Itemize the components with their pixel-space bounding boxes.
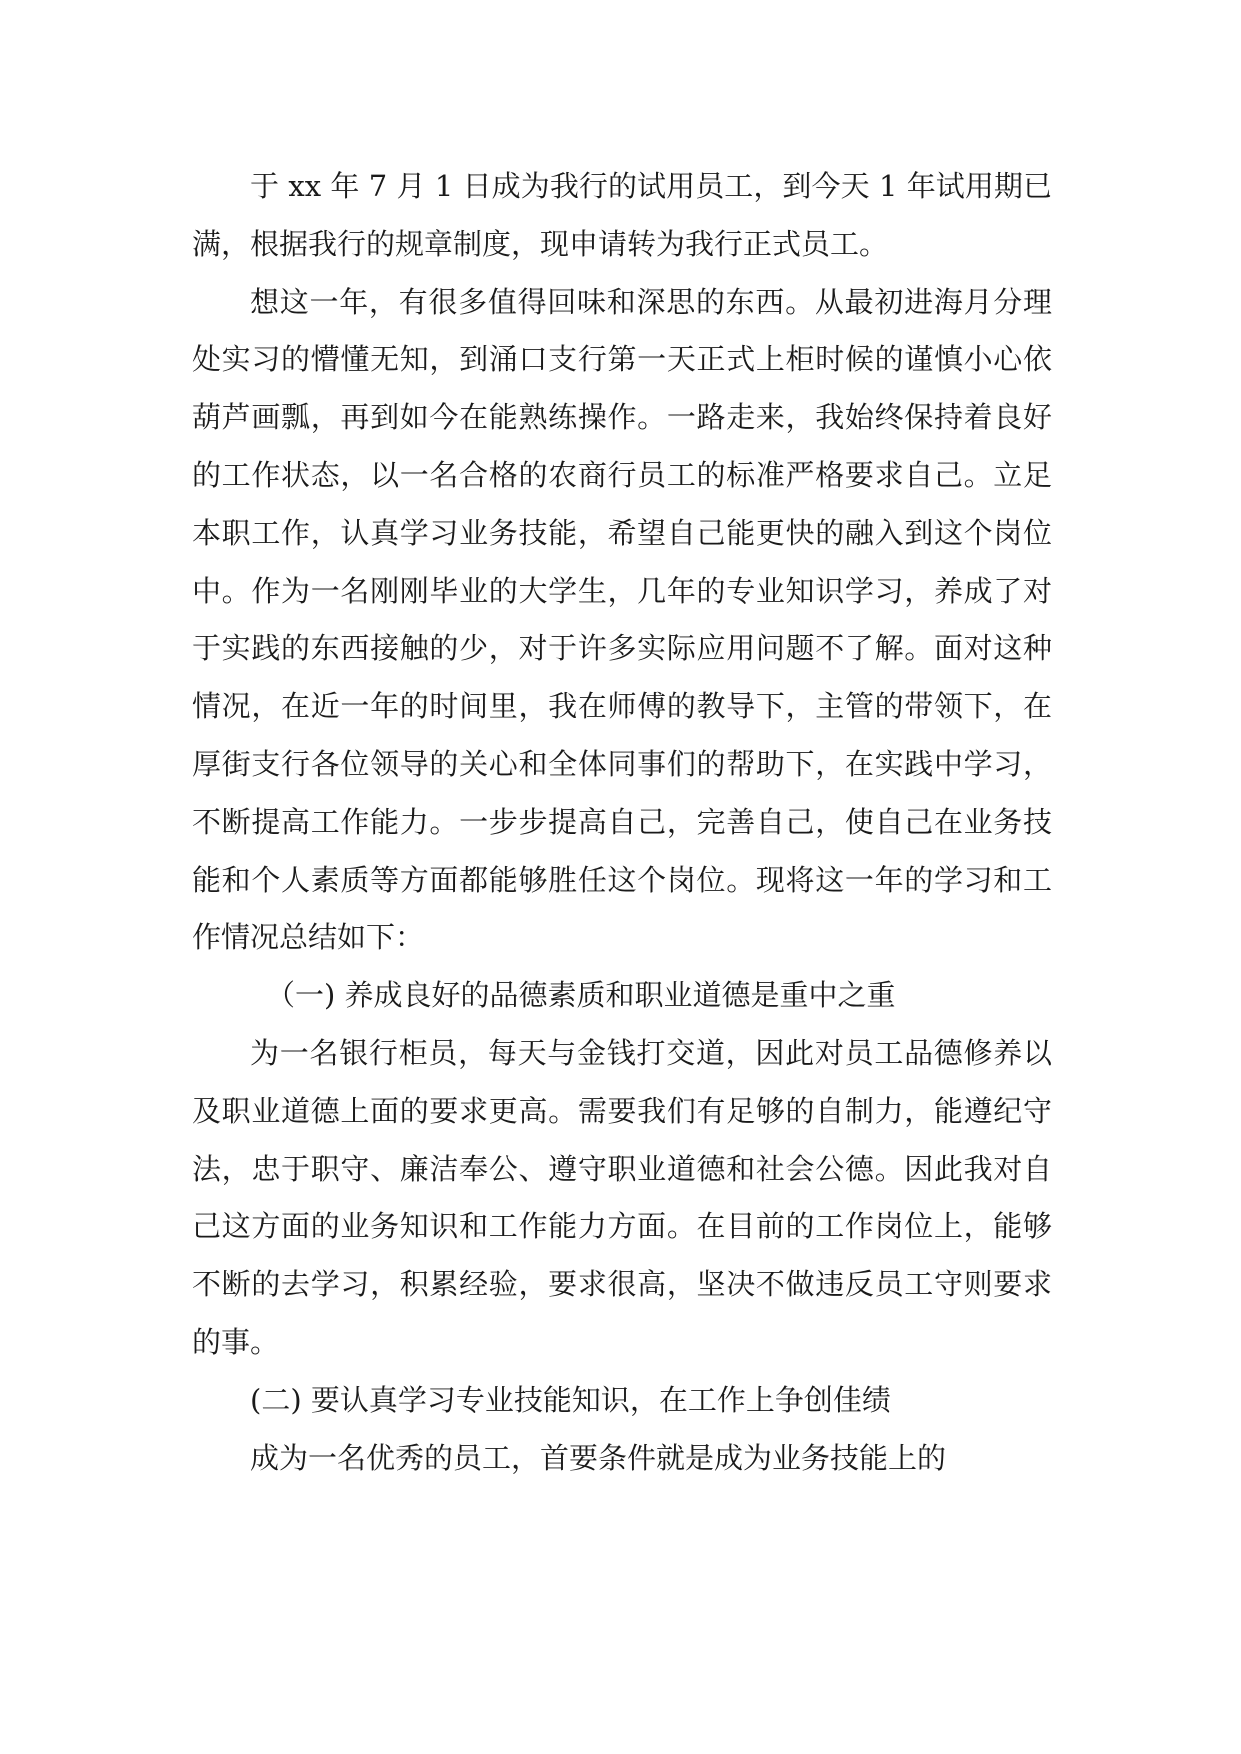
paragraph-year-review: 想这一年，有很多值得回味和深思的东西。从最初进海月分理处实习的懵懂无知，到涌口支行第一天正式上柜时候的谨慎小心依葫芦画瓢，再到如今在能熟练操作。一路走来，我始终保持着良好的工作状态，以一名合格的农商行员工的标准严格要求自己。立足本职工作，认真学习业务技能，希望自己能更快的融入到这个岗位中。作为一名刚刚毕业的大学生，几年的专业知识学习，养成了对于实践的东西接触的少，对于许多实际应用问题不了解。面对这种情况，在近一年的时间里，我在师傅的教导下，主管的带领下，在厚街支行各位领导的关心和全体同事们的帮助下，在实践中学习，不断提高工作能力。一步步提高自己，完善自己，使自己在业务技能和个人素质等方面都能够胜任这个岗位。现将这一年的学习和工作情况总结如下： (192, 284, 1052, 955)
paragraph-ethics: 为一名银行柜员，每天与金钱打交道，因此对员工品德修养以及职业道德上面的要求更高。需要我们有足够的自制力，能遵纪守法，忠于职守、廉洁奉公、遵守职业道德和社会公德。因此我对自己这方面的业务知识和工作能力方面。在目前的工作岗位上，能够不断的去学习，积累经验，要求很高，坚决不做违反员工守则要求的事。 (192, 1035, 1052, 1359)
document-body (192, 158, 1052, 1487)
paragraph-probation-intro: 于 xx 年 7 月 1 日成为我行的试用员工，到今天 1 年试用期已满，根据我行的规章制度，现申请转为我行正式员工。 (192, 169, 1052, 261)
section-heading-1: （一) 养成良好的品德素质和职业道德是重中之重 (266, 978, 896, 1013)
section-heading-2: (二) 要认真学习专业技能知识，在工作上争创佳绩 (250, 1382, 891, 1417)
paragraph-skills-start: 成为一名优秀的员工，首要条件就是成为业务技能上的 (250, 1440, 947, 1475)
